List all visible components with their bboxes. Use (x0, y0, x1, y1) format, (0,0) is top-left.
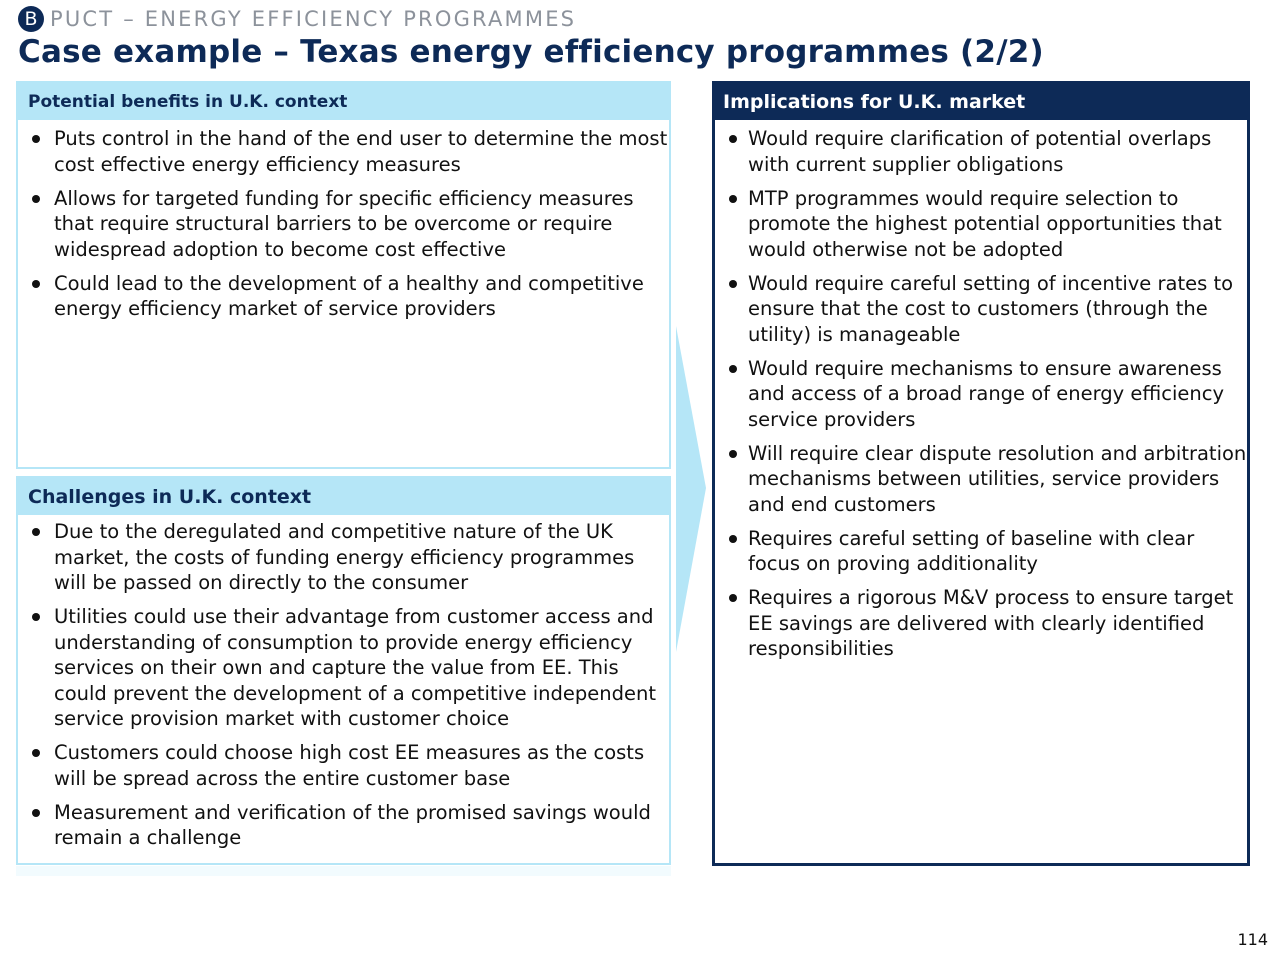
benefits-list (18, 120, 669, 322)
chevron-arrow-icon (676, 326, 710, 656)
implications-item: Would require clarification of potential overlaps with current supplier obligations (715, 126, 1247, 177)
challenges-item: Utilities could use their advantage from customer access and understanding of consumption to provide energy efficiency services on their own and capture the value from EE. This could prevent the development of a competitive independent service provision market with customer choice (18, 604, 669, 732)
implications-item: MTP programmes would require selection to promote the highest potential opportunities that would otherwise not be adopted (715, 186, 1247, 263)
section-kicker (18, 5, 576, 33)
implications-item: Would require mechanisms to ensure awareness and access of a broad range of energy efficiency service providers (715, 356, 1247, 433)
page-title: Case example – Texas energy efficiency programmes (2/2) (18, 34, 1044, 70)
challenges-item: Due to the deregulated and competitive nature of the UK market, the costs of funding energy efficiency programmes will be passed on directly to the consumer (18, 519, 669, 596)
shadow-strip (16, 866, 671, 876)
implications-heading: Implications for U.K. market (715, 84, 1247, 120)
section-kicker-text: PUCT – ENERGY EFFICIENCY PROGRAMMES (50, 7, 577, 31)
benefits-item: Puts control in the hand of the end user to determine the most cost effective energy efficiency measures (18, 126, 669, 177)
implications-item: Requires careful setting of baseline with clear focus on proving additionality (715, 526, 1247, 577)
benefits-item: Could lead to the development of a healthy and competitive energy efficiency market of service providers (18, 271, 669, 322)
section-badge: B (18, 6, 44, 32)
challenges-list (18, 515, 669, 851)
benefits-panel (16, 81, 671, 469)
challenges-item: Customers could choose high cost EE measures as the costs will be spread across the entire customer base (18, 740, 669, 791)
implications-panel (712, 81, 1250, 866)
benefits-item: Allows for targeted funding for specific efficiency measures that require structural barriers to be overcome or require widespread adoption to become cost effective (18, 186, 669, 263)
benefits-heading: Potential benefits in U.K. context (18, 83, 669, 120)
implications-item: Would require careful setting of incentive rates to ensure that the cost to customers (through the utility) is manageable (715, 271, 1247, 348)
challenges-heading: Challenges in U.K. context (18, 478, 669, 515)
implications-list (715, 120, 1247, 662)
implications-item: Will require clear dispute resolution and arbitration mechanisms between utilities, service providers and end customers (715, 441, 1247, 518)
page-number: 114 (1237, 930, 1268, 949)
implications-item: Requires a rigorous M&V process to ensure target EE savings are delivered with clearly identified responsibilities (715, 585, 1247, 662)
challenges-item: Measurement and verification of the promised savings would remain a challenge (18, 800, 669, 851)
challenges-panel (16, 476, 671, 865)
